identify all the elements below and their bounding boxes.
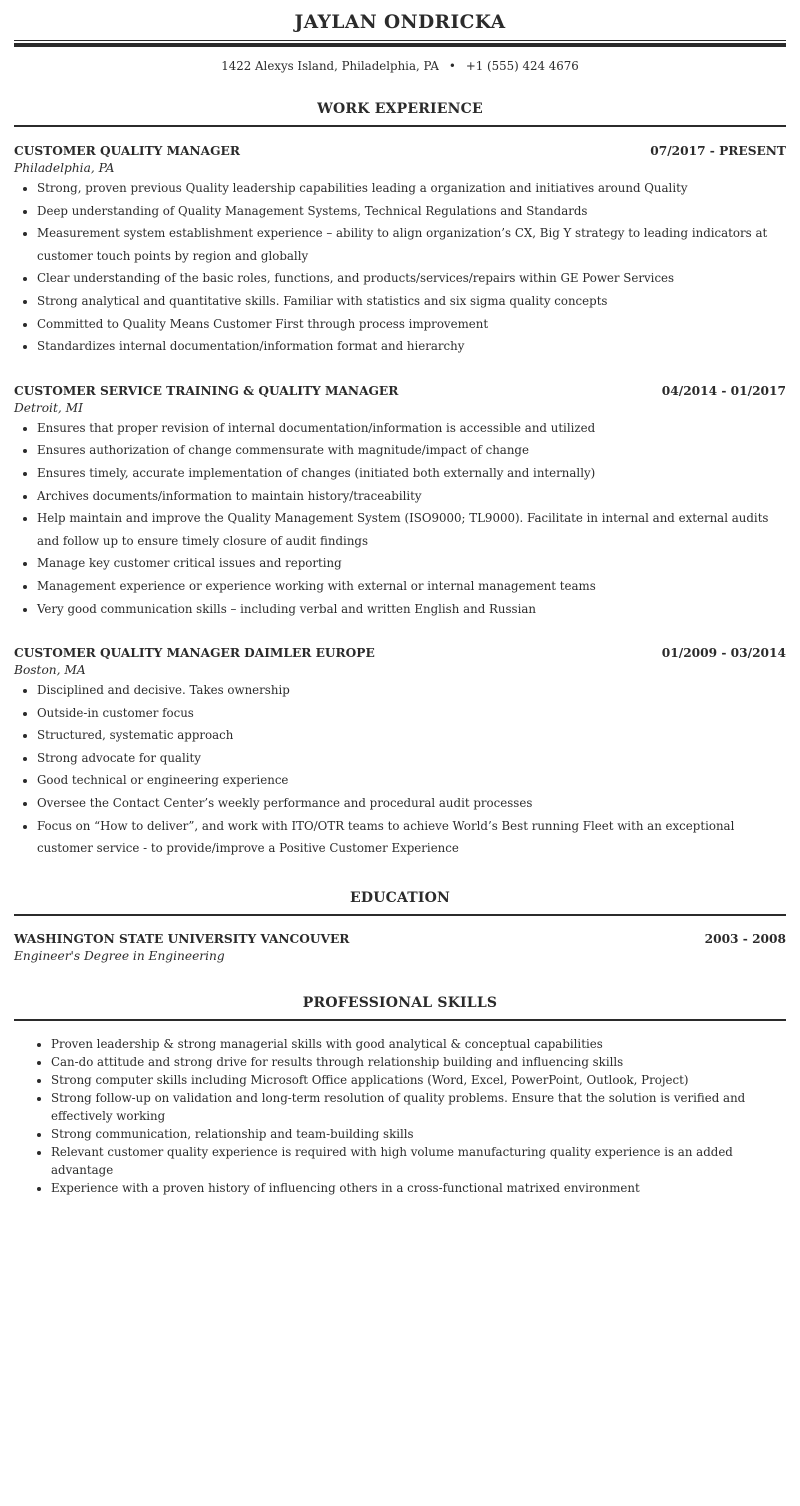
education-entry xyxy=(14,931,786,965)
job-entry xyxy=(14,645,786,860)
list-item: • Outside-in customer focus xyxy=(37,702,786,725)
education-header xyxy=(14,931,786,947)
list-item: • Management experience or experience working with external or internal management teams xyxy=(37,575,786,598)
degree: Engineer's Degree in Engineering xyxy=(14,948,225,963)
list-item: • Strong, proven previous Quality leadership capabilities leading a organization and initiatives around Quality xyxy=(37,177,786,200)
school-name: WASHINGTON STATE UNIVERSITY VANCOUVER xyxy=(14,931,350,946)
job-bullets xyxy=(14,177,786,358)
job-bullets xyxy=(14,679,786,860)
list-item: • Can-do attitude and strong drive for results through relationship building and influencing skills xyxy=(51,1053,786,1071)
list-item: • Ensures timely, accurate implementation of changes (initiated both externally and internally) xyxy=(37,462,786,485)
list-item: • Very good communication skills – including verbal and written English and Russian xyxy=(37,598,786,621)
list-item: • Clear understanding of the basic roles, functions, and products/services/repairs within GE Power Services xyxy=(37,267,786,290)
list-item: • Disciplined and decisive. Takes ownership xyxy=(37,679,786,702)
job-title: CUSTOMER QUALITY MANAGER DAIMLER EUROPE xyxy=(14,646,375,661)
list-item: • Focus on “How to deliver”, and work with ITO/OTR teams to achieve World’s Best running Fleet with an exceptional customer service - to provide/improve a Positive Customer Experience xyxy=(37,815,786,860)
job-header xyxy=(14,143,786,159)
job-title: CUSTOMER QUALITY MANAGER xyxy=(14,144,240,158)
job-location: Philadelphia, PA xyxy=(14,161,115,175)
list-item: • Help maintain and improve the Quality Management System (ISO9000; TL9000). Facilitate in internal and external audits and follow up to ensure timely closure of audit findings xyxy=(37,507,786,552)
list-item: • Relevant customer quality experience is required with high volume manufacturing quality experience is an added advantage xyxy=(51,1143,786,1179)
phone: +1 (555) 424 4676 xyxy=(465,59,579,73)
work-experience-rule xyxy=(14,125,786,127)
list-item: • Strong follow-up on validation and long-term resolution of quality problems. Ensure that the solution is verified and effectively working xyxy=(51,1089,786,1125)
list-item: • Ensures that proper revision of internal documentation/information is accessible and utilized xyxy=(37,417,786,440)
list-item: • Committed to Quality Means Customer First through process improvement xyxy=(37,313,786,336)
contact-separator: • xyxy=(448,59,456,73)
list-item: • Good technical or engineering experience xyxy=(37,769,786,792)
list-item: • Strong communication, relationship and team-building skills xyxy=(51,1125,786,1143)
skills-rule xyxy=(14,1019,786,1021)
job-header xyxy=(14,383,786,399)
education-heading: EDUCATION xyxy=(349,889,451,906)
candidate-name: JAYLAN ONDRICKA xyxy=(294,12,506,33)
list-item: • Ensures authorization of change commensurate with magnitude/impact of change xyxy=(37,439,786,462)
list-item: • Strong computer skills including Microsoft Office applications (Word, Excel, PowerPoint, Outlook, Project) xyxy=(51,1071,786,1089)
list-item: • Proven leadership & strong managerial skills with good analytical & conceptual capabilities xyxy=(51,1035,786,1053)
work-experience-heading: WORK EXPERIENCE xyxy=(317,101,483,117)
list-item: • Deep understanding of Quality Management Systems, Technical Regulations and Standards xyxy=(37,200,786,223)
list-item: • Archives documents/information to maintain history/traceability xyxy=(37,485,786,508)
list-item: • Experience with a proven history of influencing others in a cross-functional matrixed environment xyxy=(51,1179,786,1197)
header-rule-thin xyxy=(14,40,786,41)
job-title: CUSTOMER SERVICE TRAINING & QUALITY MANAGER xyxy=(14,383,399,398)
skills-list xyxy=(14,1035,786,1197)
job-dates: 07/2017 - PRESENT xyxy=(650,144,786,158)
list-item: • Manage key customer critical issues and reporting xyxy=(37,552,786,575)
list-item: • Standardizes internal documentation/information format and hierarchy xyxy=(37,335,786,358)
job-location: Detroit, MI xyxy=(14,400,83,415)
list-item: • Strong advocate for quality xyxy=(37,747,786,770)
skills-heading: PROFESSIONAL SKILLS xyxy=(302,994,498,1011)
list-item: • Measurement system establishment experience – ability to align organization’s CX, Big Y strategy to leading indicators at customer touch points by region and globally xyxy=(37,222,786,267)
job-entry xyxy=(14,383,786,620)
list-item: • Structured, systematic approach xyxy=(37,724,786,747)
resume-page xyxy=(14,0,786,1197)
list-item: • Oversee the Contact Center’s weekly performance and procedural audit processes xyxy=(37,792,786,815)
header-rule-thick xyxy=(14,43,786,47)
contact-line xyxy=(14,58,786,74)
job-dates: 04/2014 - 01/2017 xyxy=(661,383,786,398)
job-header xyxy=(14,645,786,661)
job-dates: 01/2009 - 03/2014 xyxy=(661,646,786,661)
education-dates: 2003 - 2008 xyxy=(704,931,786,946)
education-rule xyxy=(14,914,786,916)
job-entry xyxy=(14,143,786,358)
job-bullets xyxy=(14,417,786,620)
list-item: • Strong analytical and quantitative skills. Familiar with statistics and six sigma quality concepts xyxy=(37,290,786,313)
job-location: Boston, MA xyxy=(14,663,86,678)
address: 1422 Alexys Island, Philadelphia, PA xyxy=(221,59,439,73)
